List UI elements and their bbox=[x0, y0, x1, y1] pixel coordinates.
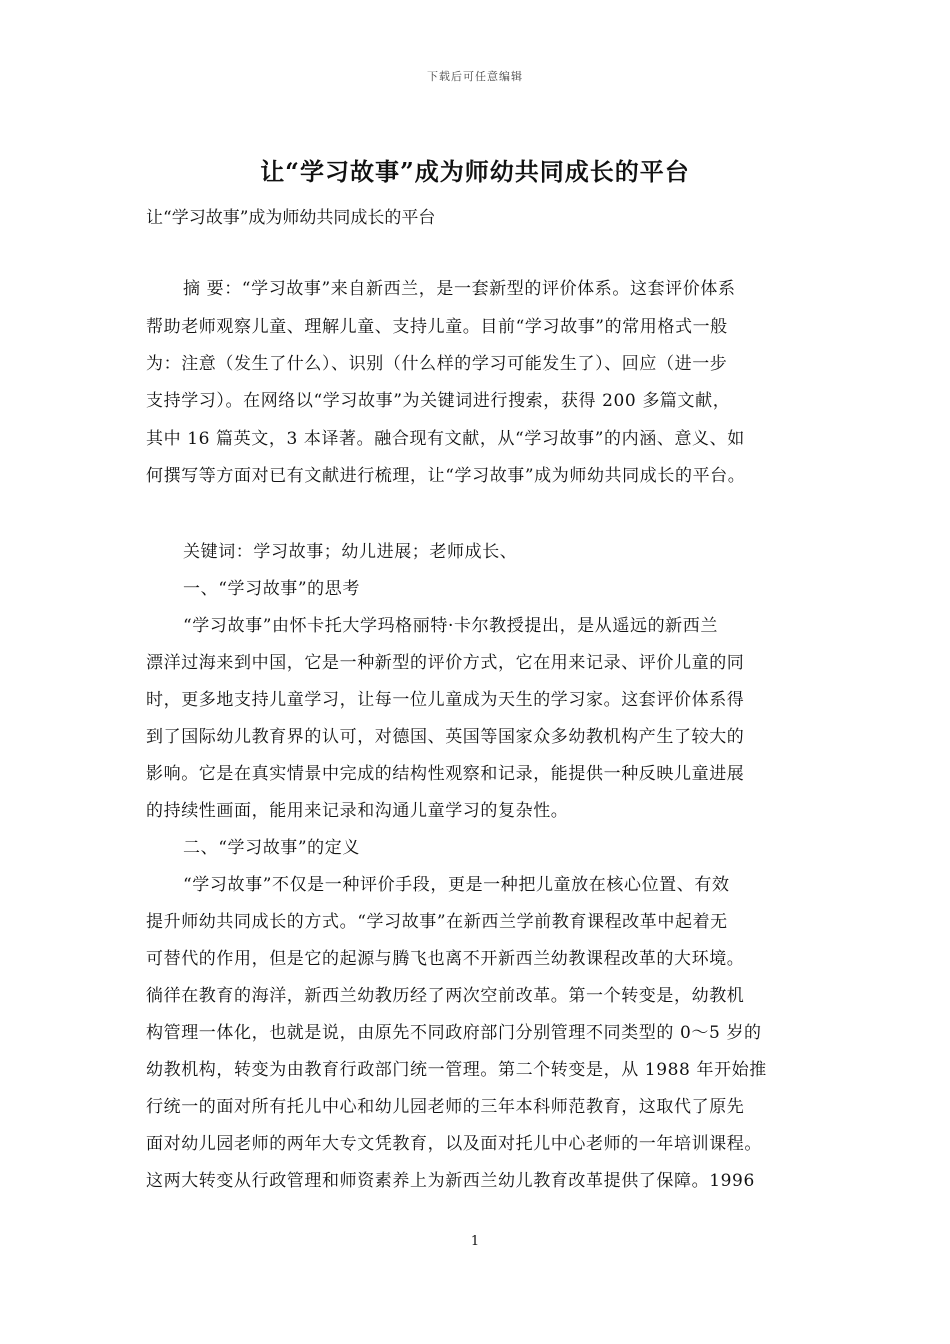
abstract-line: 其中 16 篇英文，3 本译著。融合现有文献，从“学习故事”的内涵、意义、如 bbox=[146, 429, 745, 449]
paragraph-line: 可替代的作用，但是它的起源与腾飞也离不开新西兰幼教课程改革的大环境。 bbox=[146, 949, 745, 969]
paragraph-line: “学习故事”不仅是一种评价手段，更是一种把儿童放在核心位置、有效 bbox=[183, 875, 730, 895]
paragraph-line: 时，更多地支持儿童学习，让每一位儿童成为天生的学习家。这套评价体系得 bbox=[146, 690, 745, 710]
paragraph-line: 提升师幼共同成长的方式。“学习故事”在新西兰学前教育课程改革中起着无 bbox=[146, 912, 728, 932]
paragraph-line: “学习故事”由怀卡托大学玛格丽特·卡尔教授提出，是从遥远的新西兰 bbox=[183, 616, 718, 636]
keywords: 关键词：学习故事；幼儿进展；老师成长、 bbox=[183, 542, 518, 562]
page-title: 让“学习故事”成为师幼共同成长的平台 bbox=[260, 157, 690, 186]
paragraph-line: 幼教机构，转变为由教育行政部门统一管理。第二个转变是，从 1988 年开始推 bbox=[146, 1060, 767, 1080]
paragraph-line: 到了国际幼儿教育界的认可，对德国、英国等国家众多幼教机构产生了较大的 bbox=[146, 727, 745, 747]
paragraph-line: 行统一的面对所有托儿中心和幼儿园老师的三年本科师范教育，这取代了原先 bbox=[146, 1097, 745, 1117]
header-note: 下载后可任意编辑 bbox=[427, 70, 523, 83]
page-number: 1 bbox=[470, 1234, 480, 1249]
abstract-line: 摘 要：“学习故事”来自新西兰，是一套新型的评价体系。这套评价体系 bbox=[183, 279, 736, 299]
paragraph-line: 漂洋过海来到中国，它是一种新型的评价方式，它在用来记录、评价儿童的同 bbox=[146, 653, 745, 673]
abstract-line: 为：注意（发生了什么）、识别（什么样的学习可能发生了）、回应（进一步 bbox=[146, 354, 728, 374]
subtitle: 让“学习故事”成为师幼共同成长的平台 bbox=[146, 208, 436, 228]
paragraph-line: 徜徉在教育的海洋，新西兰幼教历经了两次空前改革。第一个转变是，幼教机 bbox=[146, 986, 745, 1006]
abstract-line: 支持学习）。在网络以“学习故事”为关键词进行搜索，获得 200 多篇文献， bbox=[146, 391, 731, 411]
abstract-line: 何撰写等方面对已有文献进行梳理，让“学习故事”成为师幼共同成长的平台。 bbox=[146, 466, 746, 486]
paragraph-line: 这两大转变从行政管理和师资素养上为新西兰幼儿教育改革提供了保障。1996 bbox=[146, 1171, 755, 1191]
section-heading: 一、“学习故事”的思考 bbox=[183, 579, 360, 599]
section-heading: 二、“学习故事”的定义 bbox=[183, 838, 360, 858]
paragraph-line: 影响。它是在真实情景中完成的结构性观察和记录，能提供一种反映儿童进展 bbox=[146, 764, 745, 784]
paragraph-line: 构管理一体化，也就是说，由原先不同政府部门分别管理不同类型的 0～5 岁的 bbox=[146, 1023, 762, 1043]
paragraph-line: 面对幼儿园老师的两年大专文凭教育，以及面对托儿中心老师的一年培训课程。 bbox=[146, 1134, 762, 1154]
abstract-line: 帮助老师观察儿童、理解儿童、支持儿童。目前“学习故事”的常用格式一般 bbox=[146, 317, 728, 337]
paragraph-line: 的持续性画面，能用来记录和沟通儿童学习的复杂性。 bbox=[146, 801, 569, 821]
